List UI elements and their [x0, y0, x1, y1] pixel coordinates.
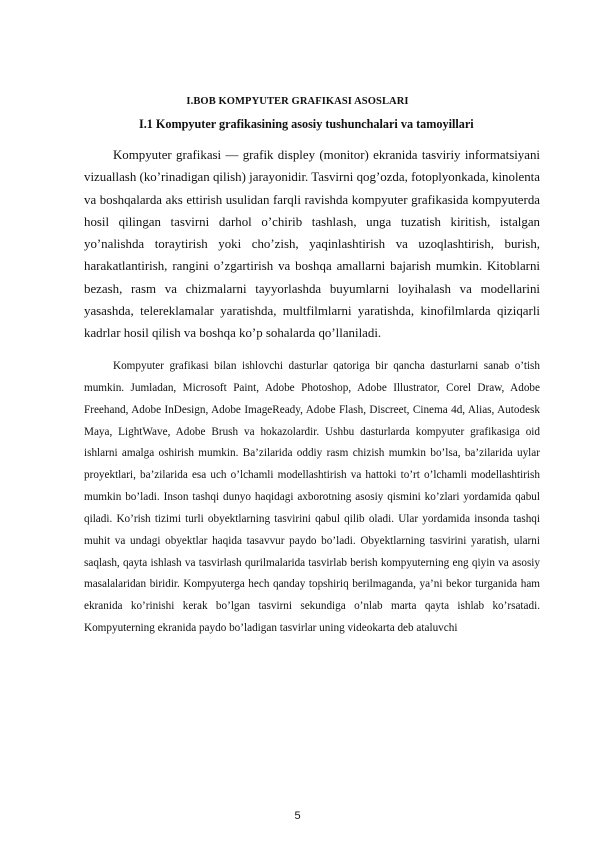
chapter-title: I.BOB KOMPYUTER GRAFIKASI ASOSLARI	[186, 96, 409, 107]
body-paragraph: Kompyuter grafikasi bilan ishlovchi dasturlar qatoriga bir qancha dasturlarni sanab o’tish mumkin. Jumladan, Microsoft Paint, Adobe Photoshop, Adobe Illustrator, Corel Draw, Adobe Freehand, Adobe InDesign, Adobe ImageReady, Adobe Flash, Discreet, Cinema 4d, Alias, Autodesk Maya, LightWave, Adobe Brush va hokazolardir. Ushbu dasturlarda kompyuter grafikasiga oid ishlarni amalga oshirish mumkin. Ba’zilarida oddiy rasm chizish mumkin bo’lsa, ba’zilarida uylar proyektlari, ba’zilarida esa uch o’lchamli modellashtirish va hattoki to’rt o’lchamli modellashtirish mumkin bo’ladi. Inson tashqi dunyo haqidagi axborotning asosiy qismini ko’zlari yordamida qabul qiladi. Ko’rish tizimi turli obyektlarning tasvirini qabul qilib oladi. Ular yordamida insonda tashqi muhit va undagi obyektlar haqida tasavvur paydo bo’ladi. Obyektlarning tasvirini yaratish, ularni saqlash, qayta ishlash va tasvirlash qurilmalarida tasvirlab berish kompyuterning eng qiyin va asosiy masalalaridan biridir. Kompyuterga hech qanday topshiriq berilmaganda, ya’ni bekor turganida ham ekranida ko’rinishi kerak bo’lgan tasvirni sekundiga o’nlab marta qayta ishlab ko’rsatadi. Kompyuterning ekranida paydo bo’ladigan tasvirlar uning videokarta deb ataluvchi	[84, 360, 540, 635]
section-title: I.1 Kompyuter grafikasining asosiy tushunchalari va tamoyillari	[139, 117, 474, 131]
page-number: 5	[294, 810, 301, 822]
body-paragraph: Kompyuter grafikasi — grafik displey (monitor) ekranida tasviriy informatsiyani vizuallash (ko’rinadigan qilish) jarayonidir. Tasvirni qog’ozda, fotoplyonkada, kinolenta va boshqalarda aks ettirish usulidan farqli ravishda kompyuter grafikasida kompyuterda hosil qilingan tasvirni darhol o’chirib tashlash, unga tuzatish kiritish, istalgan yo’nalishda toraytirish yoki cho’zish, yaqinlashtirish va uzoqlashtirish, burish, harakatlantirish, rangini o’zgartirish va boshqa amallarni bajarish mumkin. Kitoblarni bezash, rasm va chizmalarni tayyorlashda buyumlarni loyihalash va modellarini yasashda, telereklamalar yaratishda, multfilmlarni yaratishda, kinofilmlarda qiziqarli kadrlar hosil qilish va boshqa ko’p sohalarda qo’llaniladi.	[84, 148, 540, 341]
